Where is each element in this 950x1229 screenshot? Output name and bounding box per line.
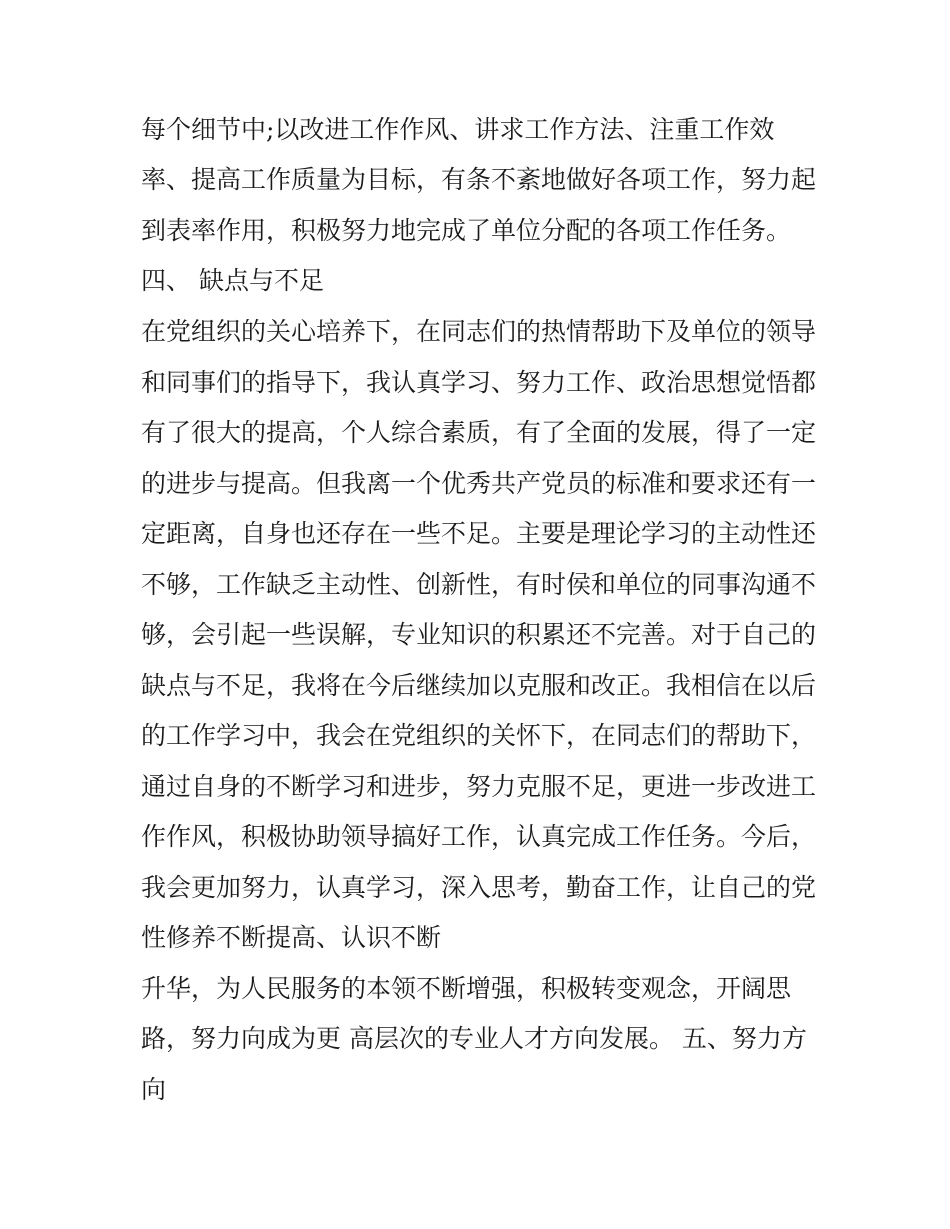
text-line: 到表率作用，积极努力地完成了单位分配的各项工作任务。 <box>141 216 792 245</box>
text-line: 定距离，自身也还存在一些不足。主要是理论学习的主动性还 <box>141 519 817 548</box>
text-line: 升华，为人民服务的本领不断增强，积极转变观念，开阔思 <box>141 974 792 1003</box>
text-line: 每个细节中;以改进工作作风、讲求工作方法、注重工作效 <box>141 115 775 144</box>
text-line: 有了很大的提高，个人综合素质，有了全面的发展，得了一定 <box>141 418 817 447</box>
text-line: 的工作学习中，我会在党组织的关怀下，在同志们的帮助下， <box>141 721 817 750</box>
text-line: 率、提高工作质量为目标，有条不紊地做好各项工作，努力起 <box>141 165 817 194</box>
text-line: 的进步与提高。但我离一个优秀共产党员的标准和要求还有一 <box>141 469 817 498</box>
text-line: 向 <box>141 1075 167 1104</box>
text-line: 我会更加努力，认真学习，深入思考，勤奋工作，让自己的党 <box>141 873 817 902</box>
text-line: 在党组织的关心培养下，在同志们的热情帮助下及单位的领导 <box>141 317 817 346</box>
text-line: 路，努力向成为更 高层次的专业人才方向发展。 五、努力方 <box>141 1024 807 1053</box>
section-heading: 四、 缺点与不足 <box>141 266 324 295</box>
text-line: 不够，工作缺乏主动性、创新性，有时侯和单位的同事沟通不 <box>141 570 817 599</box>
text-line: 性修养不断提高、认识不断 <box>141 923 442 952</box>
text-line: 通过自身的不断学习和进步，努力克服不足，更进一步改进工 <box>141 772 817 801</box>
text-line: 缺点与不足，我将在今后继续加以克服和改正。我相信在以后 <box>141 671 817 700</box>
text-line: 够，会引起一些误解，专业知识的积累还不完善。对于自己的 <box>141 620 817 649</box>
text-line: 作作风，积极协助领导搞好工作，认真完成工作任务。今后， <box>141 822 817 851</box>
text-line: 和同事们的指导下，我认真学习、努力工作、政治思想觉悟都 <box>141 368 817 397</box>
